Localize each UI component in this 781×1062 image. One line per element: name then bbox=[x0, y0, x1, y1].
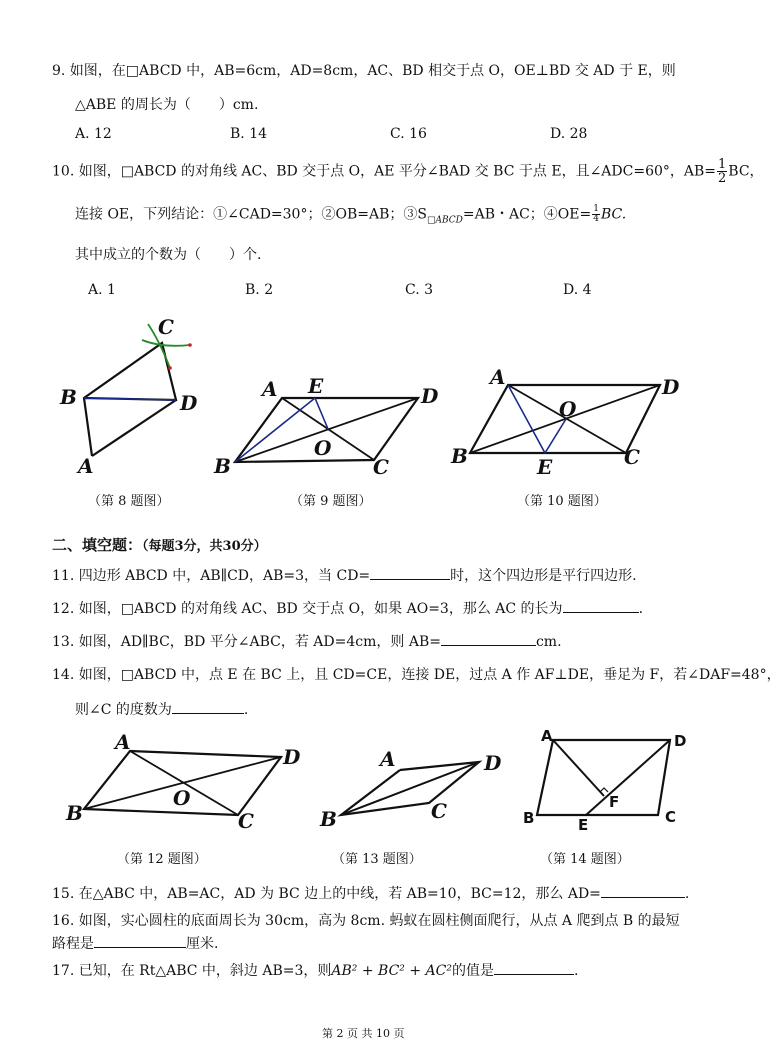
q15-answer-blank[interactable] bbox=[601, 884, 685, 898]
fig8-label-b: B bbox=[60, 385, 77, 409]
figure-10 bbox=[450, 365, 680, 479]
q10-option-d: D. 4 bbox=[563, 282, 592, 298]
fig8-arc-end bbox=[188, 343, 192, 347]
frac-numerator: 1 bbox=[718, 157, 727, 172]
q10-option-b: B. 2 bbox=[245, 282, 274, 298]
fig14-segment-de bbox=[586, 740, 670, 815]
q17-text: 17. 已知，在 Rt△ABC 中，斜边 AB=3，则 bbox=[52, 963, 332, 979]
fig14-label-c: C bbox=[665, 808, 677, 826]
caption-figure-8: （第 8 题图） bbox=[88, 494, 170, 509]
q10-line2-text: 连接 OE，下列结论：①∠CAD=30°；②OB=AB；③S bbox=[75, 206, 427, 223]
fig14-right-angle-mark bbox=[600, 788, 608, 792]
q11 bbox=[52, 566, 637, 585]
q15-text: 15. 在△ABC 中，AB=AC，AD 为 BC 边上的中线，若 AB=10，BC=12，那么 AD= bbox=[52, 886, 601, 902]
q16-line1: 16. 如图，实心圆柱的底面周长为 30cm，高为 8cm. 蚂蚁在圆柱侧面爬行，从点 A 爬到点 B 的最短 bbox=[52, 913, 680, 929]
q16-line2 bbox=[52, 934, 218, 953]
q13-text: 13. 如图，AD∥BC，BD 平分∠ABC，若 AD=4cm，则 AB= bbox=[52, 634, 441, 650]
q12-text: 12. 如图，□ABCD 的对角线 AC、BD 交于点 O，如果 AO=3，那么 AC 的长为 bbox=[52, 601, 563, 617]
fig13-label-c: C bbox=[431, 799, 447, 823]
q13-text-end: cm. bbox=[535, 634, 562, 650]
caption-figure-12: （第 12 题图） bbox=[117, 852, 207, 867]
q16-text-end: 厘米. bbox=[186, 936, 219, 952]
q10-line2-end: BC. bbox=[600, 206, 627, 223]
fig12-label-o: O bbox=[173, 786, 191, 810]
fig8-diagonal-bd bbox=[84, 398, 176, 400]
fig14-segment-af bbox=[553, 740, 604, 796]
q17 bbox=[52, 961, 578, 980]
fig14-label-b: B bbox=[523, 809, 535, 827]
fig13-label-d: D bbox=[484, 751, 502, 775]
q10-option-a: A. 1 bbox=[88, 282, 116, 298]
fig8-label-c: C bbox=[158, 315, 174, 339]
q17-expression: AB² + BC² + AC² bbox=[331, 963, 452, 979]
page-footer: 第 2 页 共 10 页 bbox=[322, 1027, 405, 1040]
q12 bbox=[52, 599, 643, 618]
fig8-label-a: A bbox=[78, 454, 94, 478]
fig14-label-f: F bbox=[609, 793, 620, 811]
q9-option-b: B. 14 bbox=[230, 126, 268, 142]
q13 bbox=[52, 632, 562, 651]
q11-text-end: 时，这个四边形是平行四边形. bbox=[450, 568, 637, 584]
figure-13 bbox=[319, 747, 502, 831]
q10-line2-mid: =AB・AC；④OE= bbox=[462, 206, 592, 223]
fig13-label-a: A bbox=[380, 747, 396, 771]
fig14-parallelogram bbox=[537, 740, 670, 815]
fig9-label-a: A bbox=[262, 377, 278, 401]
fig10-label-e: E bbox=[537, 455, 553, 479]
q16-answer-blank[interactable] bbox=[94, 934, 186, 948]
fig12-label-b: B bbox=[66, 801, 83, 825]
q9-line1: 9. 如图，在□ABCD 中，AB=6cm，AD=8cm，AC、BD 相交于点 O，OE⊥BD 交 AD 于 E，则 bbox=[52, 63, 676, 79]
fig10-label-c: C bbox=[624, 445, 640, 469]
figure-8 bbox=[59, 315, 198, 478]
figure-12 bbox=[65, 730, 301, 833]
fig12-label-c: C bbox=[238, 809, 254, 833]
q10-option-c: C. 3 bbox=[405, 282, 434, 298]
q15-text-end: . bbox=[684, 886, 690, 902]
fig8-label-d: D bbox=[180, 391, 198, 415]
fig12-label-d: D bbox=[283, 745, 301, 769]
figure-9 bbox=[213, 374, 439, 479]
fig9-label-c: C bbox=[373, 455, 389, 479]
caption-figure-14: （第 14 题图） bbox=[540, 852, 630, 867]
q14-text: 则∠C 的度数为 bbox=[75, 702, 172, 718]
section-2-title: 二、填空题： bbox=[52, 536, 143, 554]
frac-denominator: 2 bbox=[718, 171, 727, 186]
fig9-label-b: B bbox=[214, 454, 231, 478]
q9-option-d: D. 28 bbox=[550, 126, 588, 142]
q15 bbox=[52, 884, 689, 903]
q10-line1-end: BC， bbox=[728, 163, 764, 180]
q17-answer-blank[interactable] bbox=[494, 961, 574, 975]
fig9-label-e: E bbox=[308, 374, 324, 398]
q10-line1-text: 10. 如图，□ABCD 的对角线 AC、BD 交于点 O，AE 平分∠BAD 交 BC 于点 E，且∠ADC=60°，AB= bbox=[52, 163, 717, 180]
fig14-label-a: A bbox=[541, 727, 553, 745]
q17-text-end: . bbox=[574, 963, 579, 979]
fig14-label-e: E bbox=[578, 816, 589, 834]
q16-text: 路程是 bbox=[52, 936, 94, 952]
q12-text-end: . bbox=[638, 601, 644, 617]
caption-figure-13: （第 13 题图） bbox=[332, 852, 422, 867]
q9-option-c: C. 16 bbox=[390, 126, 427, 142]
q14-answer-blank[interactable] bbox=[172, 700, 244, 714]
fig14-label-d: D bbox=[674, 732, 687, 750]
q9-line2: △ABE 的周长为（ ）cm. bbox=[75, 97, 259, 113]
figure-14 bbox=[523, 727, 686, 834]
fig13-label-b: B bbox=[320, 807, 337, 831]
fig9-label-d: D bbox=[421, 384, 439, 408]
fig8-arc-1 bbox=[142, 340, 190, 346]
frac-numerator: 1 bbox=[593, 204, 599, 214]
q17-text-mid: 的值是 bbox=[452, 963, 494, 979]
caption-figure-10: （第 10 题图） bbox=[517, 494, 607, 509]
frac-denominator: 4 bbox=[593, 214, 599, 224]
q11-text: 11. 四边形 ABCD 中，AB∥CD，AB=3，当 CD= bbox=[52, 568, 371, 584]
section-2-note: （每题3分，共30分） bbox=[142, 539, 267, 554]
fig10-label-b: B bbox=[451, 444, 468, 468]
q14-line1: 14. 如图，□ABCD 中，点 E 在 BC 上，且 CD=CE，连接 DE，过点 A 作 AF⊥DE，垂足为 F，若∠DAF=48°， bbox=[52, 667, 781, 683]
area-subscript: □ABCD bbox=[426, 215, 463, 226]
fig9-label-o: O bbox=[314, 436, 332, 460]
fig10-label-d: D bbox=[662, 375, 680, 399]
q10-line3: 其中成立的个数为（ ）个. bbox=[75, 247, 262, 263]
caption-figure-9: （第 9 题图） bbox=[290, 494, 372, 509]
q11-answer-blank[interactable] bbox=[370, 566, 450, 580]
fig8-side-ad bbox=[92, 400, 176, 456]
fig10-label-a: A bbox=[490, 365, 506, 389]
q14-line2 bbox=[75, 700, 248, 719]
fig10-label-o: O bbox=[559, 397, 577, 421]
fig12-label-a: A bbox=[115, 730, 131, 754]
section-2-heading bbox=[52, 536, 267, 556]
q13-answer-blank[interactable] bbox=[441, 632, 536, 646]
fig8-arc-end bbox=[168, 366, 172, 370]
q9-option-a: A. 12 bbox=[75, 126, 112, 142]
q14-text-end: . bbox=[243, 702, 249, 718]
q12-answer-blank[interactable] bbox=[563, 599, 639, 613]
